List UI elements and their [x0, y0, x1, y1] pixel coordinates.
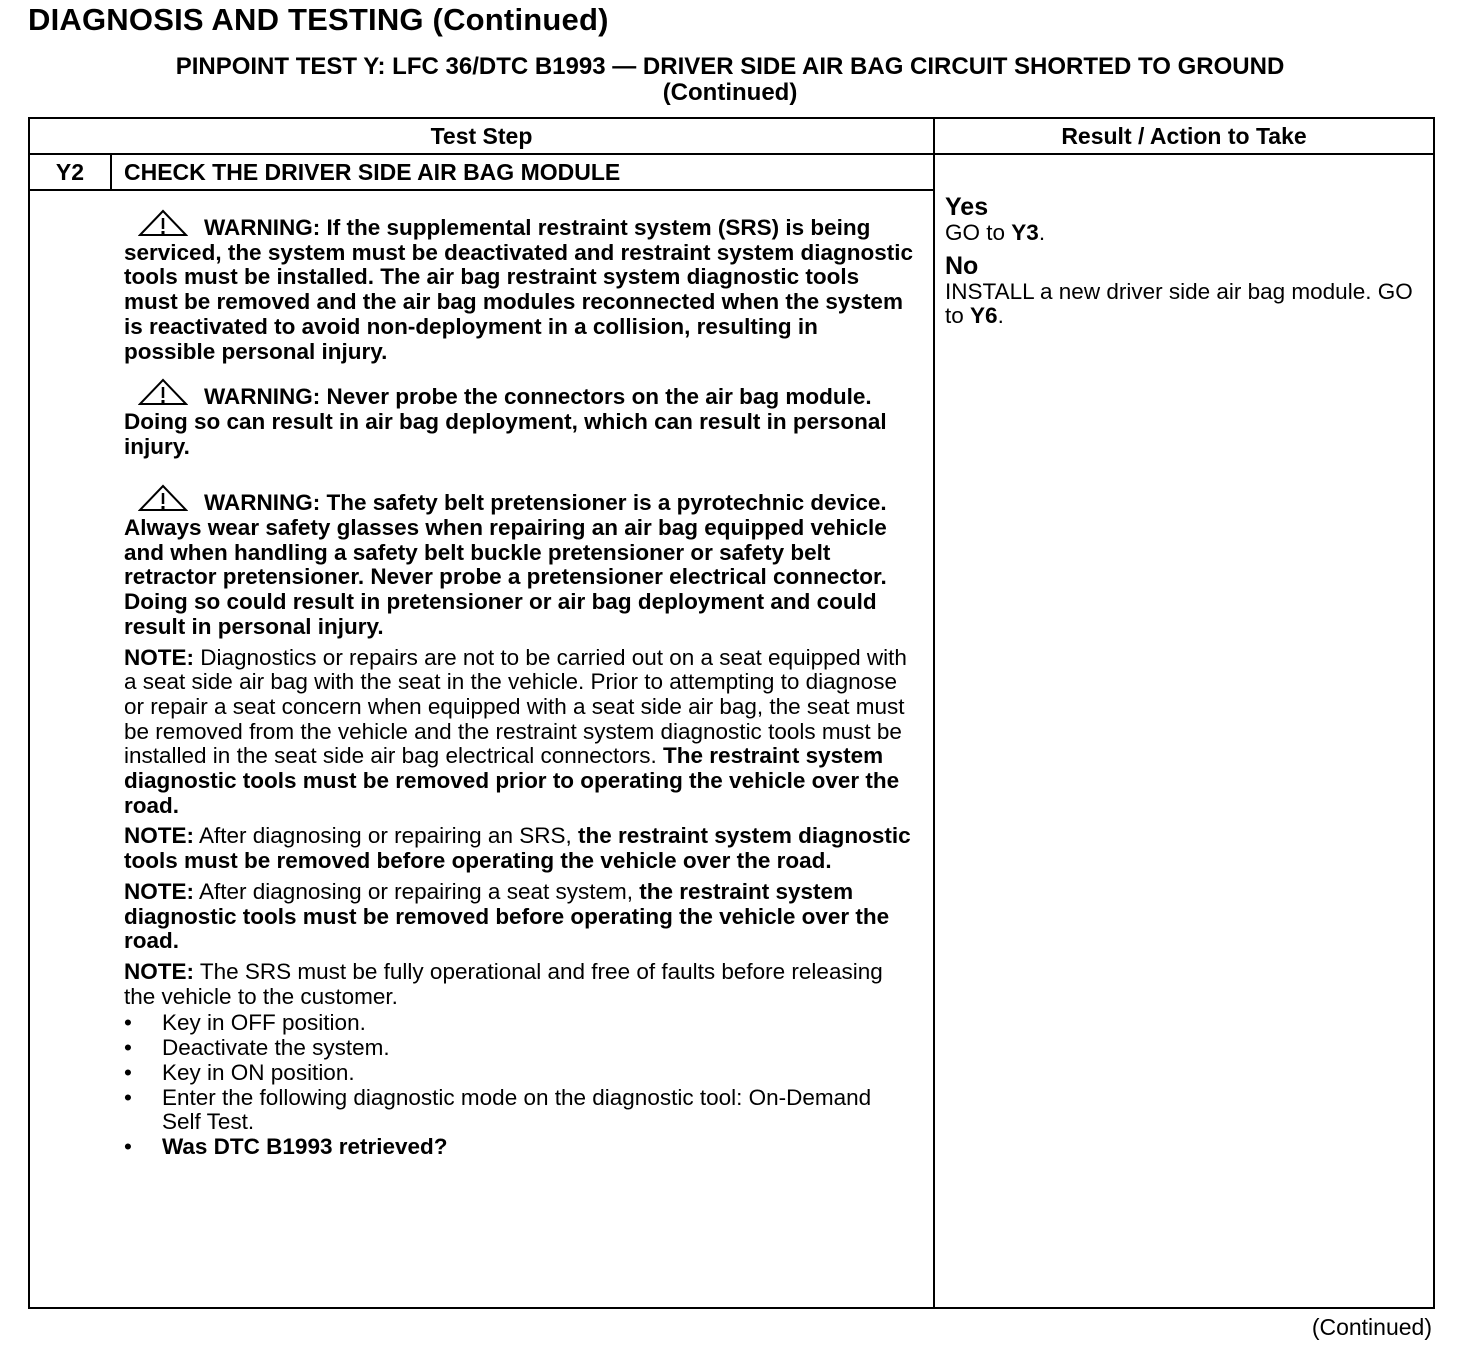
result-yes-action	[945, 221, 1415, 246]
procedure-list	[124, 1011, 914, 1159]
step-id: Y2	[55, 159, 85, 185]
result-action-column	[945, 193, 1415, 335]
list-item	[124, 1036, 914, 1061]
warning-text: WARNING: The safety belt pretensioner is a pyrotechnic device. Always wear safety glasses when repairing an air bag equipped vehicle and when handling a safety belt buckle pretensioner or safety belt retractor pretensioner. Never probe a pretensioner electrical connector. Doing so could result in pretensioner or air bag deployment and could result in personal injury.	[124, 490, 887, 639]
yes-action-suffix: .	[1038, 220, 1046, 245]
column-divider	[933, 119, 935, 1307]
list-item	[124, 1061, 914, 1086]
warning-text: WARNING: Never probe the connectors on the air bag module. Doing so can result in air bag deployment, which can result in personal injury.	[124, 384, 887, 459]
note-text: After diagnosing or repairing an SRS,	[194, 823, 578, 849]
note-text: Diagnostics or repairs are not to be carried out on a seat equipped with a seat side air bag with the seat in the vehicle. Prior to attempting to diagnose or repair a seat concern when equipped with a seat side air bag, the seat must be removed from the vehicle and the restraint system diagnostic tools must be installed in the seat side air bag electrical connectors.	[124, 644, 907, 769]
list-item	[124, 1011, 914, 1036]
warning-triangle-icon	[138, 484, 188, 512]
list-item-text: Key in OFF position.	[162, 1010, 366, 1036]
pinpoint-test-title	[28, 54, 1432, 106]
note-paragraph	[124, 880, 914, 954]
note-bold-text: the restraint system diagnostic tools must be removed before operating the vehicle over the road.	[124, 878, 890, 954]
note-text: After diagnosing or repairing a seat system,	[194, 878, 640, 904]
pinpoint-title-line2: (Continued)	[662, 79, 798, 106]
list-item-question	[124, 1135, 914, 1160]
warning-paragraph	[124, 378, 914, 459]
result-no-action	[945, 280, 1415, 329]
bullet-icon: •	[124, 1059, 132, 1085]
test-table	[28, 117, 1435, 1309]
list-item-text: Deactivate the system.	[162, 1035, 390, 1061]
note-label: NOTE:	[124, 958, 194, 984]
result-yes-label: Yes	[945, 193, 989, 221]
result-no-label: No	[945, 251, 979, 280]
warning-paragraph	[124, 209, 914, 364]
list-item	[124, 1086, 914, 1135]
note-bold-text: the restraint system diagnostic tools must be removed before operating the vehicle over the road.	[124, 823, 911, 874]
yes-target-link: Y3	[1011, 220, 1039, 245]
no-action-prefix: INSTALL a new driver side air bag module. GO to	[945, 278, 1413, 329]
note-bold-text: The restraint system diagnostic tools must be removed prior to operating the vehicle over the road.	[124, 743, 900, 818]
warning-triangle-icon	[138, 209, 188, 237]
header-result-action: Result / Action to Take	[1061, 123, 1307, 149]
warning-triangle-icon	[138, 378, 188, 406]
warning-text: WARNING: If the supplemental restraint system (SRS) is being serviced, the system must be deactivated and restraint system diagnostic tools must be installed. The air bag restraint system diagnostic tools must be removed and the air bag modules reconnected when the system is reactivated to avoid non-deployment in a collision, resulting in possible personal injury.	[124, 215, 914, 364]
no-action-suffix: .	[997, 303, 1004, 329]
no-target-link: Y6	[970, 303, 998, 329]
list-item-text: Key in ON position.	[162, 1059, 355, 1085]
page-heading: DIAGNOSIS AND TESTING (Continued)	[28, 2, 609, 37]
question-text: Was DTC B1993 retrieved?	[162, 1133, 448, 1159]
yes-action-prefix: GO to	[945, 220, 1012, 245]
note-paragraph	[124, 646, 914, 819]
note-paragraph	[124, 824, 914, 873]
note-text: The SRS must be fully operational and free of faults before releasing the vehicle to the customer.	[124, 958, 883, 1009]
step-id-divider	[110, 155, 112, 189]
bullet-icon: •	[124, 1035, 132, 1061]
bullet-icon: •	[124, 1133, 132, 1159]
bullet-icon: •	[124, 1084, 132, 1110]
header-test-step: Test Step	[430, 123, 533, 149]
note-label: NOTE:	[124, 878, 194, 904]
note-label: NOTE:	[124, 823, 194, 849]
warning-paragraph	[124, 484, 914, 639]
bullet-icon: •	[124, 1010, 132, 1036]
pinpoint-title-line1: PINPOINT TEST Y: LFC 36/DTC B1993 — DRIVER SIDE AIR BAG CIRCUIT SHORTED TO GROUND	[175, 53, 1285, 80]
note-label: NOTE:	[124, 644, 194, 670]
step-body	[124, 209, 914, 1160]
note-paragraph	[124, 960, 914, 1009]
step-title: CHECK THE DRIVER SIDE AIR BAG MODULE	[124, 159, 621, 185]
continued-footer: (Continued)	[1311, 1314, 1432, 1340]
list-item-text: Enter the following diagnostic mode on the diagnostic tool: On-Demand Self Test.	[162, 1084, 872, 1135]
step-title-divider	[30, 189, 933, 191]
